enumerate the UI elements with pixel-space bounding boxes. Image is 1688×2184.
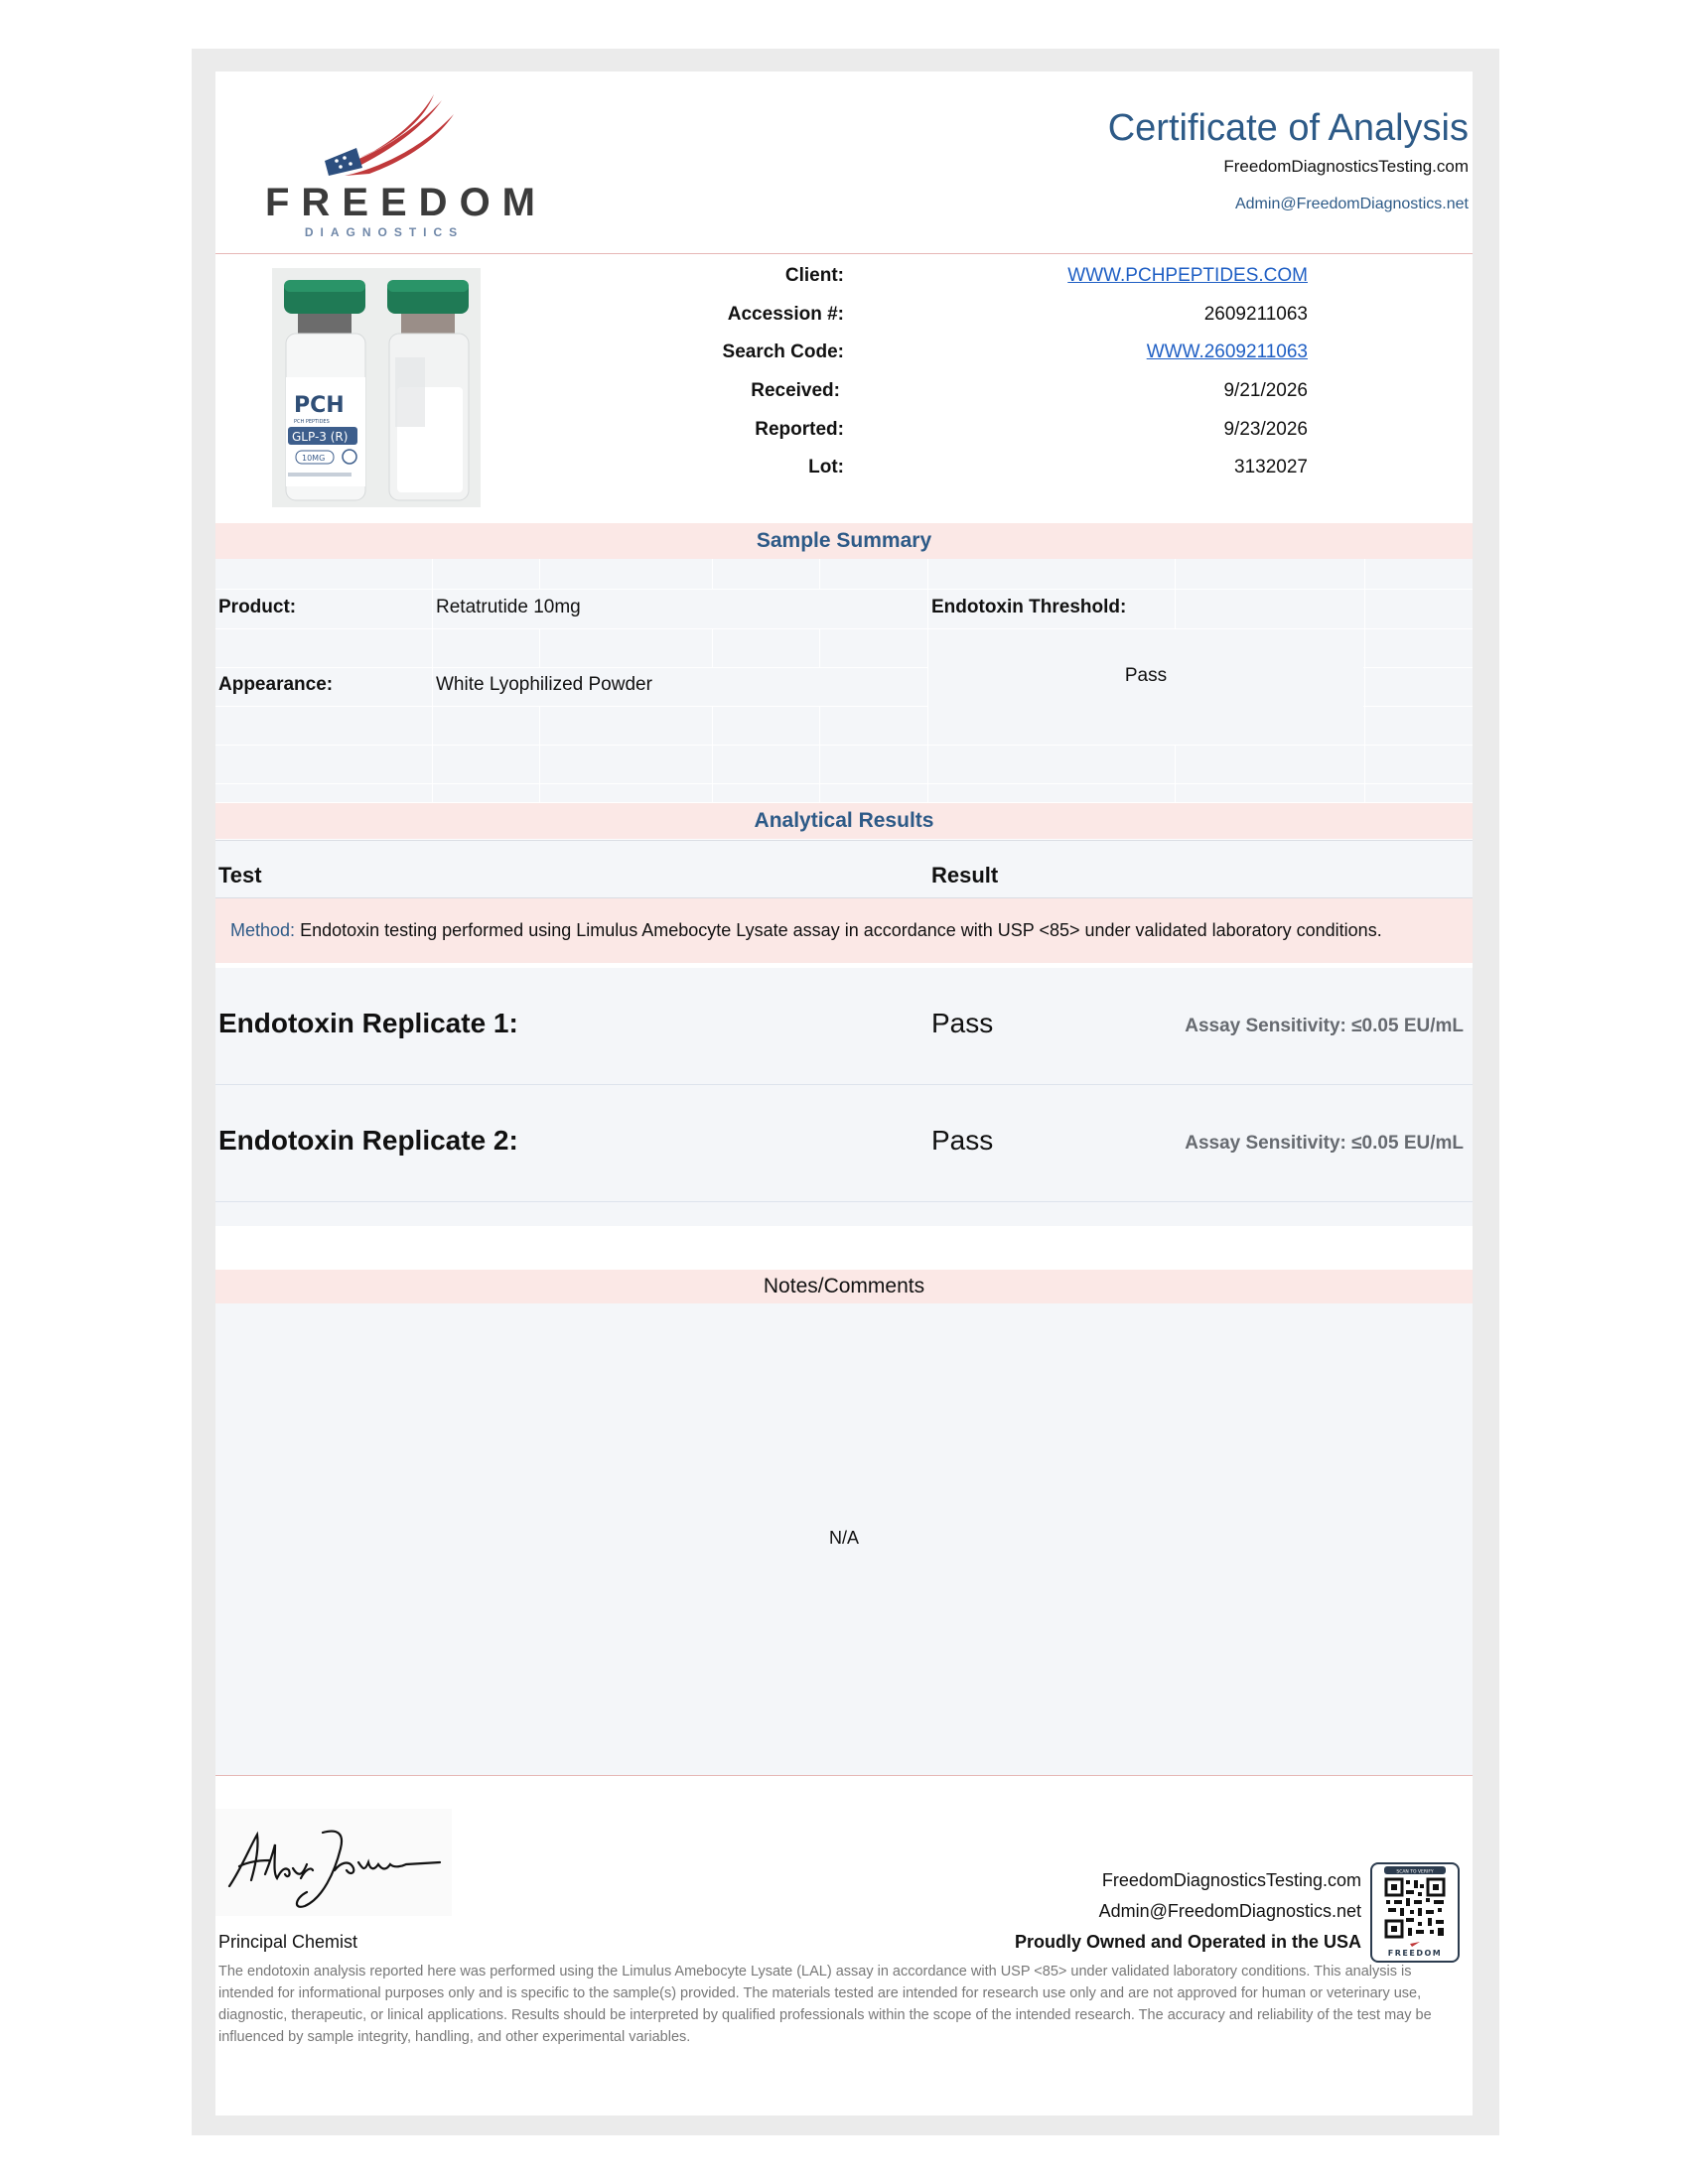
freedom-logo bbox=[265, 86, 547, 245]
received-value: 9/21/2026 bbox=[1223, 380, 1308, 401]
result-test-name: Endotoxin Replicate 1: bbox=[218, 1008, 518, 1038]
threshold-label: Endotoxin Threshold: bbox=[931, 597, 1127, 617]
result-value: Pass bbox=[931, 1125, 994, 1156]
reported-label: Reported: bbox=[755, 419, 844, 440]
search-code-label: Search Code: bbox=[722, 341, 844, 362]
logo-wordmark: FREEDOM bbox=[265, 181, 547, 224]
method-text: Endotoxin testing performed using Limulus Amebocyte Lysate assay in accordance with USP <85> under validated laboratory conditions. bbox=[300, 920, 1382, 940]
eagle-flag-icon bbox=[265, 86, 503, 181]
qr-brand: FREEDOM bbox=[1387, 1949, 1443, 1958]
vial-brand-sub: PCH PEPTIDES bbox=[294, 419, 330, 425]
vial-brand: PCH bbox=[294, 393, 345, 418]
search-code-link[interactable]: WWW.2609211063 bbox=[1146, 341, 1308, 362]
qr-code-icon[interactable] bbox=[1372, 1864, 1458, 1961]
received-label: Received: bbox=[751, 380, 840, 401]
footer-tagline: Proudly Owned and Operated in the USA bbox=[1014, 1932, 1361, 1952]
footer-website[interactable]: FreedomDiagnosticsTesting.com bbox=[1101, 1870, 1361, 1890]
client-link[interactable]: WWW.PCHPEPTIDES.COM bbox=[1067, 265, 1308, 286]
notes-heading: Notes/Comments bbox=[215, 1270, 1473, 1303]
result-value: Pass bbox=[931, 1008, 994, 1038]
footer-email[interactable]: Admin@FreedomDiagnostics.net bbox=[1098, 1901, 1361, 1921]
certificate-sheet bbox=[215, 71, 1473, 2116]
reported-value: 9/23/2026 bbox=[1223, 419, 1308, 440]
vial-name: GLP-3 (R) bbox=[292, 430, 349, 444]
test-column-title: Test bbox=[218, 863, 262, 887]
results-spacer bbox=[215, 1202, 1473, 1226]
header-website[interactable]: FreedomDiagnosticsTesting.com bbox=[1223, 157, 1469, 176]
method-note bbox=[215, 898, 1473, 963]
search-code-value[interactable] bbox=[911, 341, 1308, 363]
result-test-name: Endotoxin Replicate 2: bbox=[218, 1125, 518, 1156]
accession-label: Accession #: bbox=[727, 304, 844, 325]
result-row bbox=[215, 1085, 1473, 1202]
vial-dose: 10MG bbox=[302, 454, 326, 463]
verify-qr-badge[interactable] bbox=[1370, 1862, 1460, 1963]
header-email[interactable]: Admin@FreedomDiagnostics.net bbox=[1234, 196, 1469, 212]
product-value: Retatrutide 10mg bbox=[436, 597, 581, 617]
accession-value: 2609211063 bbox=[1203, 304, 1308, 325]
result-row bbox=[215, 968, 1473, 1085]
notes-panel bbox=[215, 1303, 1473, 1776]
logo-subtitle: DIAGNOSTICS bbox=[304, 225, 465, 239]
analytical-results-heading: Analytical Results bbox=[215, 803, 1473, 839]
header-divider bbox=[215, 253, 1473, 254]
assay-sensitivity: Assay Sensitivity: ≤0.05 EU/mL bbox=[1185, 1016, 1464, 1036]
lot-label: Lot: bbox=[808, 457, 844, 478]
lot-value: 3132027 bbox=[1234, 457, 1308, 478]
client-value[interactable] bbox=[911, 265, 1308, 287]
signatory-role: Principal Chemist bbox=[218, 1932, 358, 1952]
method-label: Method: bbox=[230, 920, 296, 940]
vial-image-icon bbox=[272, 268, 481, 507]
signature bbox=[215, 1809, 452, 1916]
result-column-title: Result bbox=[931, 863, 999, 887]
notes-value: N/A bbox=[828, 1528, 859, 1548]
signature-image-icon bbox=[215, 1809, 452, 1916]
appearance-value: White Lyophilized Powder bbox=[436, 674, 652, 695]
product-label: Product: bbox=[218, 597, 297, 617]
disclaimer: The endotoxin analysis reported here was performed using the Limulus Amebocyte Lysate (LAL) assay in accordance with USP <85> under validated laboratory conditions. This analysis is intended for informational purposes only and is specific to the sample(s) provided. The materials tested are intended for research use only and are not approved for human or veterinary use, diagnostic, therapeutic, or linical applications. Results should be interpreted by qualified professionals within the scope of the intended research. The accuracy and reliability of the test may be influenced by sample integrity, handling, and other experimental variables. bbox=[218, 1964, 1432, 2045]
product-photo bbox=[272, 268, 481, 507]
assay-sensitivity: Assay Sensitivity: ≤0.05 EU/mL bbox=[1185, 1133, 1464, 1154]
appearance-label: Appearance: bbox=[218, 674, 334, 695]
document-title: Certificate of Analysis bbox=[1107, 107, 1469, 149]
qr-caption: SCAN TO VERIFY bbox=[1396, 1869, 1434, 1875]
results-column-header bbox=[215, 840, 1473, 898]
sample-summary-heading: Sample Summary bbox=[215, 523, 1473, 559]
client-label: Client: bbox=[784, 265, 844, 286]
threshold-result: Pass bbox=[1124, 665, 1168, 686]
